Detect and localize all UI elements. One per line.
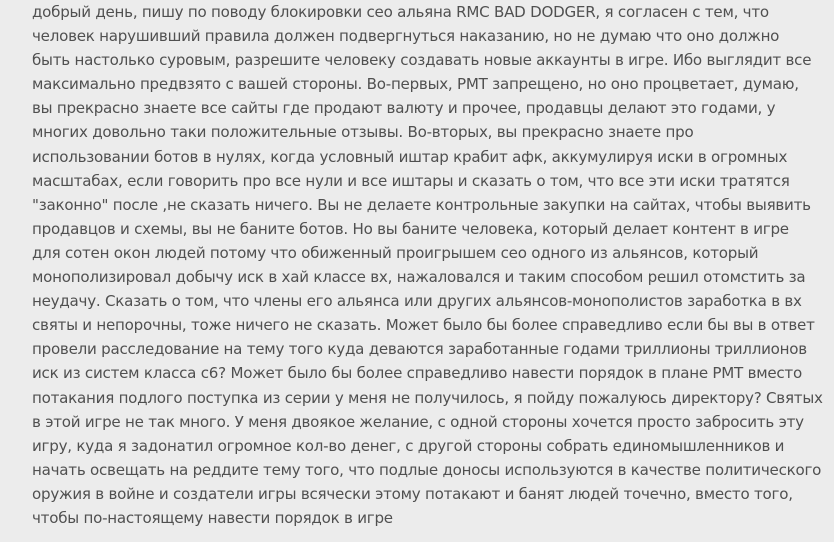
post-text-line: добрый день, пишу по поводу блокировки сео альяна RMC BAD DODGER, я согласен с тем, что — [32, 3, 769, 21]
post-text-line: использовании ботов в нулях, когда условный иштар крабит афк, аккумулируя иски в огромных — [32, 147, 788, 166]
post-text-line: "законно" после ,не сказать ничего. Вы не делаете контрольные закупки на сайтах, чтобы выявить — [32, 195, 811, 214]
post-body — [32, 0, 830, 530]
post-text-line: игру, куда я задонатил огромное кол-во денег, с другой стороны собрать единомышленников и — [32, 436, 785, 455]
post-text-line: неудачу. Сказать о том, что члены его альянса или других альянсов-монополистов заработка в вх — [32, 292, 802, 311]
post-text-line: многих довольно таки положительные отзывы. Во-вторых, вы прекрасно знаете про — [32, 123, 694, 142]
post-text-line: провели расследование на тему того куда деваются заработанные годами триллионы триллионов — [32, 340, 807, 359]
post-text-line: потакания подлого поступка из серии у меня не получилось, я пойду пожалуюсь директору? Святых — [32, 388, 823, 407]
post-text-line: иск из систем класса с6? Может было бы более справедливо навести порядок в плане РМТ вместо — [32, 364, 802, 383]
post-text-line: быть настолько суровым, разрешите человеку создавать новые аккаунты в игре. Ибо выглядит все — [32, 51, 812, 70]
post-text-line: чтобы по-настоящему навести порядок в игре — [32, 508, 393, 527]
post-text-line: святы и непорочны, тоже ничего не сказать. Может было бы более справедливо если бы вы в ответ — [32, 316, 815, 335]
post-text-line: оружия в войне и создатели игры всячески этому потакают и банят людей точечно, вместо того, — [32, 484, 793, 503]
post-text-line: начать освещать на реддите тему того, что подлые доносы используются в качестве политического — [32, 460, 822, 479]
post-text-line: максимально предвзято с вашей стороны. Во-первых, РМТ запрещено, но оно процветает, думаю, — [32, 75, 799, 94]
post-text-line: вы прекрасно знаете все сайты где продают валюту и прочее, продавцы делают это годами, у — [32, 99, 776, 118]
post-text-line: продавцов и схемы, вы не баните ботов. Но вы баните человека, который делает контент в игре — [32, 219, 789, 238]
post-text-line: человек нарушивший правила должен подвергнуться наказанию, но не думаю что оно должно — [32, 27, 780, 46]
post-text-line: монополизировал добычу иск в хай классе вх, нажаловался и таким способом решил отомстить за — [32, 268, 806, 287]
post-text-line: масштабах, если говорить про все нули и все иштары и сказать о том, что все эти иски тратятся — [32, 171, 790, 190]
post-text-line: для сотен окон людей потому что обиженный проигрышем сео одного из альянсов, который — [32, 243, 759, 262]
post-text-line: в этой игре не так много. У меня двоякое желание, с одной стороны хочется просто забросить эту — [32, 412, 804, 431]
